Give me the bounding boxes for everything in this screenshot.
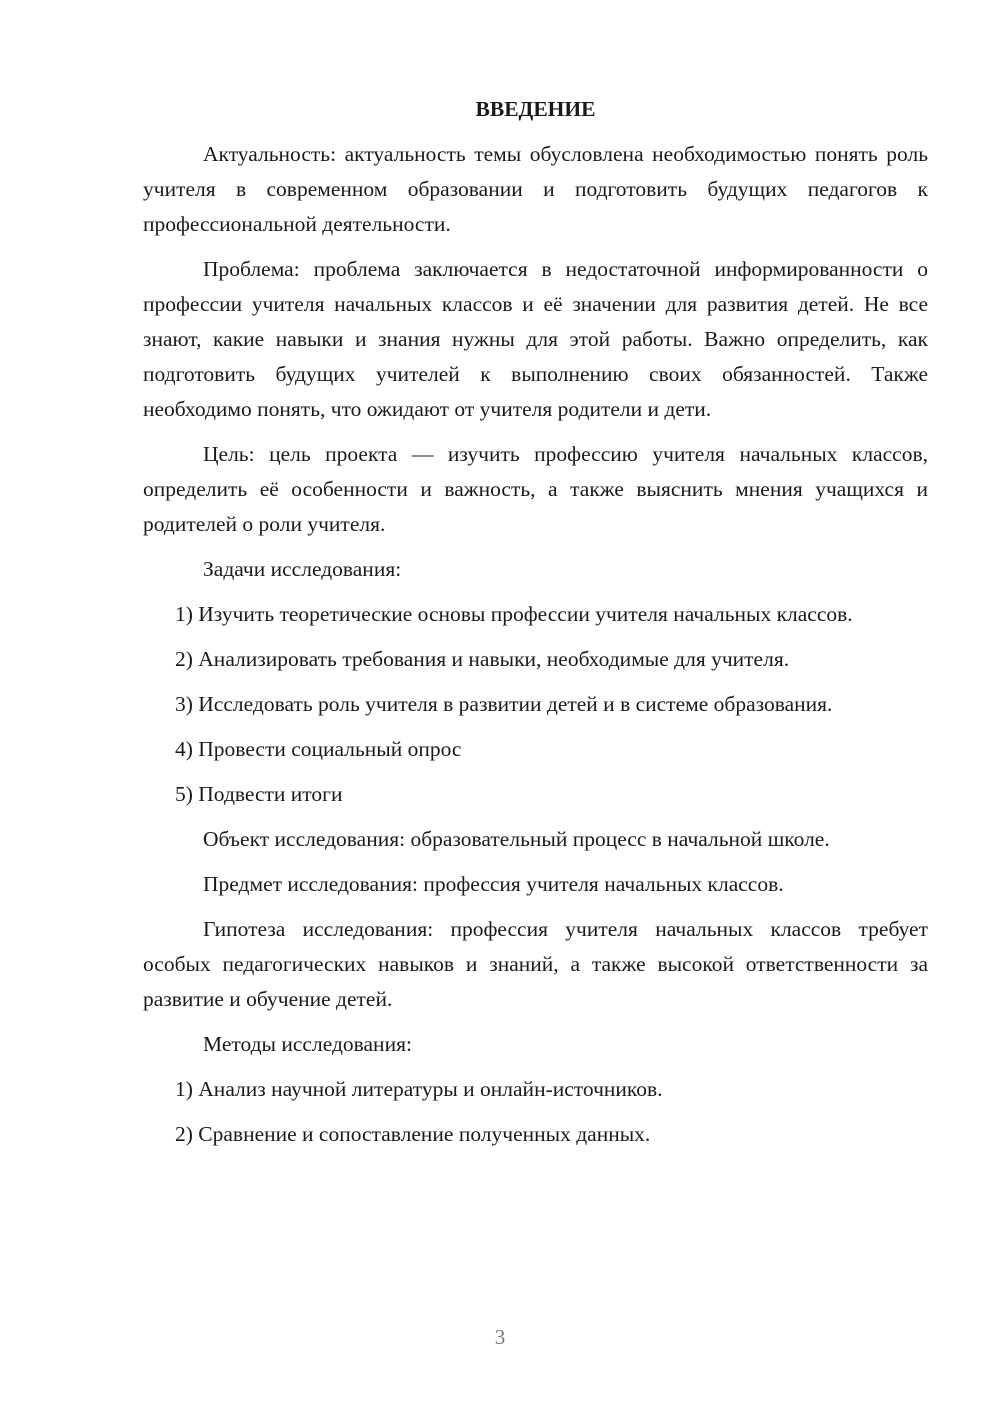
methods-heading: Методы исследования: [203, 1032, 412, 1056]
tasks-heading: Задачи исследования: [203, 557, 402, 581]
task-item: 2) Анализировать требования и навыки, необходимые для учителя. [175, 647, 790, 671]
subject-paragraph: Предмет исследования: профессия учителя начальных классов. [203, 872, 784, 896]
method-item: 2) Сравнение и сопоставление полученных данных. [175, 1122, 651, 1146]
hypothesis-paragraph: Гипотеза исследования: профессия учителя начальных классов требует особых педагогических навыков и знаний, а также высокой ответственности за развитие и обучение детей. [143, 917, 928, 1011]
page-content [143, 92, 928, 1162]
object-paragraph: Объект исследования: образовательный процесс в начальной школе. [203, 827, 830, 851]
page-title: ВВЕДЕНИЕ [475, 97, 596, 121]
task-item: 3) Исследовать роль учителя в развитии детей и в системе образования. [175, 692, 833, 716]
task-item: 5) Подвести итоги [175, 782, 343, 806]
goal-paragraph: Цель: цель проекта — изучить профессию учителя начальных классов, определить её особенности и важность, а также выяснить мнения учащихся и родителей о роли учителя. [143, 442, 928, 536]
task-item: 1) Изучить теоретические основы профессии учителя начальных классов. [175, 602, 853, 626]
page-number: 3 [494, 1325, 506, 1349]
task-item: 4) Провести социальный опрос [175, 737, 462, 761]
method-item: 1) Анализ научной литературы и онлайн-источников. [175, 1077, 663, 1101]
problem-paragraph: Проблема: проблема заключается в недостаточной информированности о профессии учителя начальных классов и её значении для развития детей. Не все знают, какие навыки и знания нужны для этой работы. Важно определить, как подготовить будущих учителей к выполнению своих обязанностей. Также необходимо понять, что ожидают от учителя родители и дети. [143, 257, 928, 421]
relevance-paragraph: Актуальность: актуальность темы обусловлена необходимостью понять роль учителя в современном образовании и подготовить будущих педагогов к профессиональной деятельности. [143, 142, 928, 236]
